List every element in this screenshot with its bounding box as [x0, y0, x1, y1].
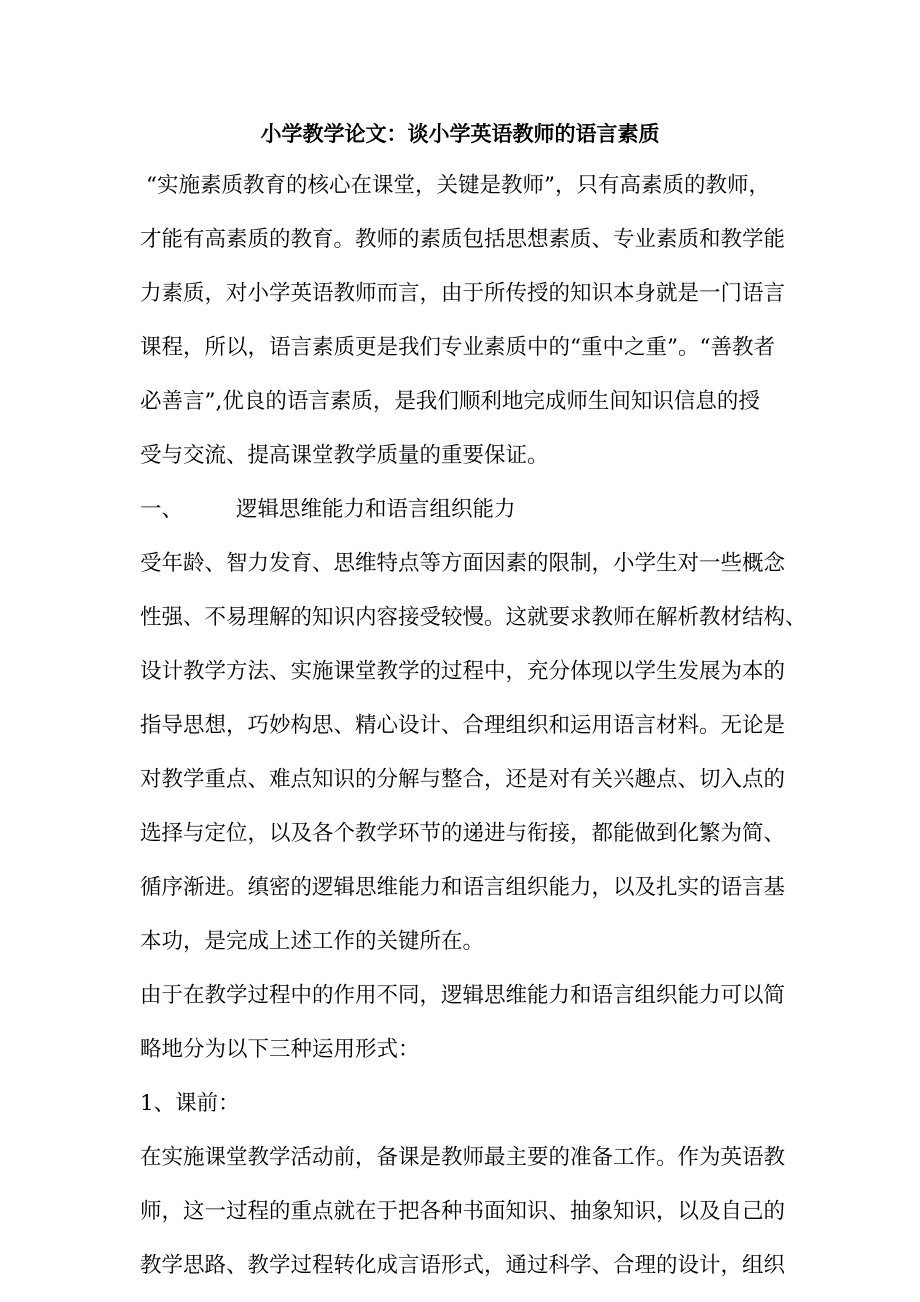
paragraph-line: 才能有高素质的教育。教师的素质包括思想素质、专业素质和教学能 [140, 227, 786, 252]
paragraph-line: 教学思路、教学过程转化成言语形式，通过科学、合理的设计，组织 [140, 1253, 786, 1278]
paragraph-line: 指导思想，巧妙构思、精心设计、合理组织和运用语言材料。无论是 [140, 713, 786, 738]
paragraph-line: 循序渐进。缜密的逻辑思维能力和语言组织能力，以及扎实的语言基 [140, 875, 786, 900]
paragraph-line: “实施素质教育的核心在课堂，关键是教师”，只有高素质的教师， [146, 173, 770, 198]
paragraph-line: 受与交流、提高课堂教学质量的重要保证。 [140, 443, 549, 468]
paragraph-line: 受年龄、智力发育、思维特点等方面因素的限制，小学生对一些概念 [140, 551, 786, 576]
paragraph-line: 力素质，对小学英语教师而言，由于所传授的知识本身就是一门语言 [140, 281, 786, 306]
section-heading [140, 496, 516, 524]
paragraph-line: 略地分为以下三种运用形式： [140, 1037, 420, 1062]
paragraph-line: 本功，是完成上述工作的关键所在。 [140, 929, 485, 954]
paragraph-line: 对教学重点、难点知识的分解与整合，还是对有关兴趣点、切入点的 [140, 767, 786, 792]
document-title: 小学教学论文：谈小学英语教师的语言素质 [260, 121, 660, 146]
section-title: 逻辑思维能力和语言组织能力 [236, 497, 516, 522]
paragraph-line: 在实施课堂教学活动前，备课是教师最主要的准备工作。作为英语教 [140, 1145, 786, 1170]
paragraph-line: 性强、不易理解的知识内容接受较慢。这就要求教师在解析教材结构、 [140, 605, 807, 630]
paragraph-line: 设计教学方法、实施课堂教学的过程中，充分体现以学生发展为本的 [140, 659, 786, 684]
paragraph-line: 课程，所以，语言素质更是我们专业素质中的“重中之重”。“善教者 [140, 335, 775, 360]
paragraph-line: 师，这一过程的重点就在于把各种书面知识、抽象知识，以及自己的 [140, 1199, 786, 1224]
section-number: 一、 [140, 497, 184, 522]
paragraph-line: 由于在教学过程中的作用不同，逻辑思维能力和语言组织能力可以简 [140, 983, 786, 1008]
subheading: 1、课前： [140, 1091, 240, 1116]
paragraph-line: 选择与定位，以及各个教学环节的递进与衔接，都能做到化繁为简、 [140, 821, 786, 846]
paragraph-line: 必善言”,优良的语言素质，是我们顺利地完成师生间知识信息的授 [140, 389, 760, 414]
